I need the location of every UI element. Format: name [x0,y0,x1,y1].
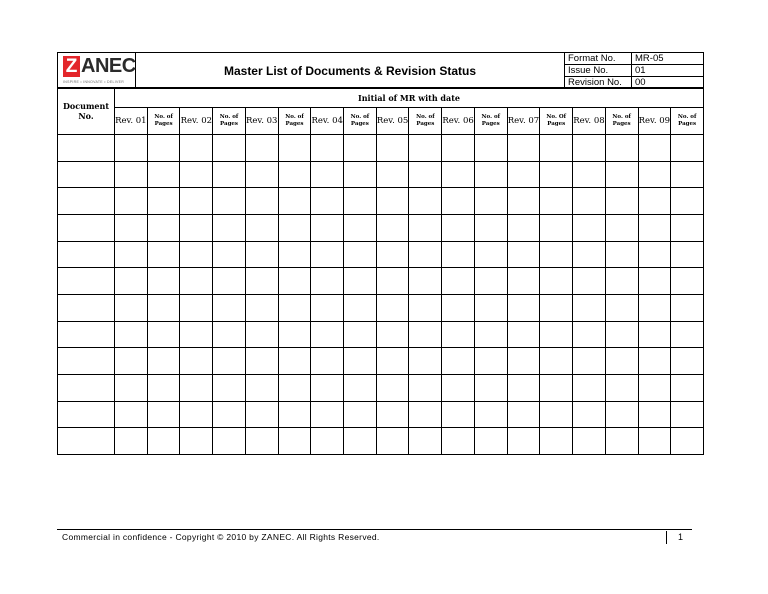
entry-cell[interactable] [147,374,180,401]
entry-cell[interactable] [376,294,409,321]
entry-cell[interactable] [671,374,704,401]
entry-cell[interactable] [638,348,671,375]
entry-cell[interactable] [671,348,704,375]
entry-cell[interactable] [409,241,442,268]
entry-cell[interactable] [213,294,246,321]
entry-cell[interactable] [540,241,573,268]
entry-cell[interactable] [442,321,475,348]
entry-cell[interactable] [376,214,409,241]
entry-cell[interactable] [311,188,344,215]
entry-cell[interactable] [507,294,540,321]
rev-header: Rev. 02 [180,108,213,135]
entry-cell[interactable] [474,188,507,215]
entry-cell[interactable] [213,374,246,401]
pages-header: No. of Pages [213,108,246,135]
entry-cell[interactable] [311,135,344,162]
entry-cell[interactable] [507,348,540,375]
entry-cell[interactable] [180,241,213,268]
entry-cell[interactable] [540,135,573,162]
entry-cell[interactable] [147,135,180,162]
entry-cell[interactable] [147,268,180,295]
entry-cell[interactable] [147,428,180,455]
pages-header: No. of Pages [409,108,442,135]
entry-cell[interactable] [376,401,409,428]
entry-cell[interactable] [540,161,573,188]
footer-copyright: Commercial in confidence - Copyright © 2010 by ZANEC. All Rights Reserved. [62,532,380,542]
entry-cell[interactable] [474,321,507,348]
entry-cell[interactable] [344,321,377,348]
entry-cell[interactable] [245,161,278,188]
entry-cell[interactable] [573,214,606,241]
entry-cell[interactable] [115,321,148,348]
entry-cell[interactable] [115,268,148,295]
pages-header: No. of Pages [474,108,507,135]
entry-cell[interactable] [540,374,573,401]
revision-no-value: 00 [632,77,704,89]
entry-cell[interactable] [344,241,377,268]
entry-cell[interactable] [605,428,638,455]
entry-cell[interactable] [573,428,606,455]
entry-cell[interactable] [474,241,507,268]
entry-cell[interactable] [376,241,409,268]
table-row [58,135,704,162]
rev-header: Rev. 06 [442,108,475,135]
entry-cell[interactable] [605,241,638,268]
entry-cell[interactable] [115,401,148,428]
rev-header: Rev. 09 [638,108,671,135]
entry-cell[interactable] [344,214,377,241]
entry-cell[interactable] [245,401,278,428]
rev-header: Rev. 07 [507,108,540,135]
entry-cell[interactable] [573,401,606,428]
entry-cell[interactable] [605,374,638,401]
entry-cell[interactable] [671,214,704,241]
entry-cell[interactable] [376,188,409,215]
entry-cell[interactable] [573,188,606,215]
document-no-cell[interactable] [58,268,115,295]
entry-cell[interactable] [245,268,278,295]
entry-cell[interactable] [376,374,409,401]
entry-cell[interactable] [507,188,540,215]
entry-cell[interactable] [147,294,180,321]
entry-cell[interactable] [245,135,278,162]
revision-no-label: Revision No. [565,77,632,89]
entry-cell[interactable] [671,321,704,348]
entry-cell[interactable] [147,348,180,375]
entry-cell[interactable] [573,321,606,348]
entry-cell[interactable] [671,241,704,268]
entry-cell[interactable] [409,374,442,401]
footer-page-separator [666,531,667,544]
entry-cell[interactable] [409,294,442,321]
entry-cell[interactable] [573,268,606,295]
entry-cell[interactable] [638,135,671,162]
document-title: Master List of Documents & Revision Status [136,53,565,89]
entry-cell[interactable] [278,348,311,375]
entry-cell[interactable] [671,161,704,188]
entry-cell[interactable] [540,294,573,321]
entry-cell[interactable] [573,241,606,268]
entry-cell[interactable] [540,348,573,375]
footer-divider [57,529,692,530]
entry-cell[interactable] [278,135,311,162]
entry-cell[interactable] [474,214,507,241]
entry-cell[interactable] [409,161,442,188]
entry-cell[interactable] [376,161,409,188]
entry-cell[interactable] [507,321,540,348]
entry-cell[interactable] [376,321,409,348]
entry-cell[interactable] [638,268,671,295]
entry-cell[interactable] [409,401,442,428]
entry-cell[interactable] [376,428,409,455]
entry-cell[interactable] [147,161,180,188]
entry-cell[interactable] [180,161,213,188]
logo-wordmark: ANEC [81,55,136,77]
document-no-cell[interactable] [58,348,115,375]
entry-cell[interactable] [344,294,377,321]
pages-header: No. of Pages [671,108,704,135]
entry-cell[interactable] [573,135,606,162]
entry-cell[interactable] [376,268,409,295]
table-row [58,241,704,268]
entry-cell[interactable] [605,294,638,321]
table-row [58,401,704,428]
entry-cell[interactable] [638,428,671,455]
entry-cell[interactable] [474,161,507,188]
entry-cell[interactable] [638,241,671,268]
entry-cell[interactable] [344,401,377,428]
entry-cell[interactable] [507,241,540,268]
document-no-cell[interactable] [58,214,115,241]
entry-cell[interactable] [278,321,311,348]
rev-header: Rev. 03 [245,108,278,135]
entry-cell[interactable] [540,428,573,455]
entry-cell[interactable] [213,428,246,455]
entry-cell[interactable] [605,268,638,295]
entry-cell[interactable] [278,401,311,428]
entry-cell[interactable] [442,161,475,188]
entry-cell[interactable] [311,374,344,401]
table-row [58,161,704,188]
entry-cell[interactable] [278,294,311,321]
entry-cell[interactable] [605,188,638,215]
entry-cell[interactable] [671,268,704,295]
entry-cell[interactable] [278,428,311,455]
entry-cell[interactable] [638,374,671,401]
entry-cell[interactable] [344,161,377,188]
entry-cell[interactable] [180,348,213,375]
logo-letter-z: Z [63,56,80,77]
entry-cell[interactable] [115,348,148,375]
entry-cell[interactable] [311,294,344,321]
entry-cell[interactable] [147,241,180,268]
entry-cell[interactable] [278,241,311,268]
entry-cell[interactable] [605,401,638,428]
pages-header: No. of Pages [278,108,311,135]
rev-header: Rev. 01 [115,108,148,135]
entry-cell[interactable] [344,428,377,455]
format-no-label: Format No. [565,53,632,65]
entry-cell[interactable] [442,348,475,375]
entry-cell[interactable] [180,294,213,321]
table-row [58,268,704,295]
company-logo [58,53,136,89]
entry-cell[interactable] [311,268,344,295]
entry-cell[interactable] [115,374,148,401]
rev-header: Rev. 08 [573,108,606,135]
document-no-cell[interactable] [58,294,115,321]
entry-cell[interactable] [474,348,507,375]
entry-cell[interactable] [311,321,344,348]
entry-cell[interactable] [474,428,507,455]
entry-cell[interactable] [115,241,148,268]
entry-cell[interactable] [311,428,344,455]
entry-cell[interactable] [442,374,475,401]
entry-cell[interactable] [213,321,246,348]
document-no-cell[interactable] [58,401,115,428]
entry-cell[interactable] [115,214,148,241]
entry-cell[interactable] [409,321,442,348]
document-no-header: Document No. [58,88,115,135]
entry-cell[interactable] [180,268,213,295]
entry-cell[interactable] [409,428,442,455]
entry-cell[interactable] [180,214,213,241]
table-row [58,348,704,375]
entry-cell[interactable] [671,135,704,162]
entry-cell[interactable] [245,428,278,455]
entry-cell[interactable] [278,374,311,401]
entry-cell[interactable] [507,401,540,428]
issue-no-label: Issue No. [565,65,632,77]
entry-cell[interactable] [278,188,311,215]
entry-cell[interactable] [474,401,507,428]
entry-cell[interactable] [638,401,671,428]
initial-mr-header: Initial of MR with date [115,88,704,108]
entry-cell[interactable] [442,268,475,295]
entry-cell[interactable] [409,348,442,375]
entry-cell[interactable] [474,294,507,321]
entry-cell[interactable] [540,214,573,241]
entry-cell[interactable] [245,321,278,348]
entry-cell[interactable] [605,348,638,375]
page-number: 1 [678,532,684,542]
entry-cell[interactable] [213,161,246,188]
document-no-cell[interactable] [58,135,115,162]
entry-cell[interactable] [180,188,213,215]
table-row [58,321,704,348]
entry-cell[interactable] [638,321,671,348]
entry-cell[interactable] [213,241,246,268]
entry-cell[interactable] [573,161,606,188]
entry-cell[interactable] [245,188,278,215]
entry-cell[interactable] [147,321,180,348]
document-no-cell[interactable] [58,161,115,188]
entry-cell[interactable] [638,214,671,241]
entry-cell[interactable] [540,188,573,215]
entry-cell[interactable] [442,135,475,162]
entry-cell[interactable] [278,161,311,188]
entry-cell[interactable] [311,401,344,428]
entry-cell[interactable] [376,348,409,375]
entry-cell[interactable] [245,374,278,401]
entry-cell[interactable] [311,214,344,241]
entry-cell[interactable] [344,268,377,295]
entry-cell[interactable] [605,135,638,162]
entry-cell[interactable] [573,348,606,375]
entry-cell[interactable] [115,428,148,455]
entry-cell[interactable] [344,374,377,401]
entry-cell[interactable] [147,214,180,241]
entry-cell[interactable] [671,428,704,455]
rev-header: Rev. 04 [311,108,344,135]
entry-cell[interactable] [540,268,573,295]
document-no-cell[interactable] [58,188,115,215]
entry-cell[interactable] [245,294,278,321]
document-no-cell[interactable] [58,241,115,268]
entry-cell[interactable] [344,135,377,162]
entry-cell[interactable] [147,188,180,215]
entry-cell[interactable] [213,214,246,241]
entry-cell[interactable] [115,135,148,162]
entry-cell[interactable] [442,188,475,215]
entry-cell[interactable] [671,294,704,321]
entry-cell[interactable] [507,428,540,455]
entry-cell[interactable] [442,294,475,321]
entry-cell[interactable] [638,161,671,188]
table-row [58,214,704,241]
entry-cell[interactable] [245,241,278,268]
entry-cell[interactable] [671,401,704,428]
entry-cell[interactable] [540,321,573,348]
entry-cell[interactable] [213,188,246,215]
table-row [58,428,704,455]
entry-cell[interactable] [344,188,377,215]
entry-cell[interactable] [474,135,507,162]
entry-cell[interactable] [573,294,606,321]
table-row [58,294,704,321]
rev-header: Rev. 05 [376,108,409,135]
entry-cell[interactable] [474,374,507,401]
entry-cell[interactable] [605,214,638,241]
entry-cell[interactable] [311,348,344,375]
document-no-cell[interactable] [58,321,115,348]
entry-cell[interactable] [442,428,475,455]
entry-cell[interactable] [213,348,246,375]
entry-cell[interactable] [311,161,344,188]
entry-cell[interactable] [442,401,475,428]
entry-cell[interactable] [278,268,311,295]
entry-cell[interactable] [671,188,704,215]
entry-cell[interactable] [180,401,213,428]
entry-cell[interactable] [115,161,148,188]
entry-cell[interactable] [409,135,442,162]
entry-cell[interactable] [147,401,180,428]
entry-cell[interactable] [442,241,475,268]
entry-cell[interactable] [213,135,246,162]
entry-cell[interactable] [638,294,671,321]
entry-cell[interactable] [180,428,213,455]
pages-header: No. of Pages [147,108,180,135]
entry-cell[interactable] [540,401,573,428]
entry-cell[interactable] [638,188,671,215]
entry-cell[interactable] [409,188,442,215]
entry-cell[interactable] [115,294,148,321]
revision-status-table [57,87,704,455]
entry-cell[interactable] [605,161,638,188]
entry-cell[interactable] [213,268,246,295]
table-row [58,374,704,401]
entry-cell[interactable] [573,374,606,401]
logo-tagline: INSPIRE • INNOVATE • DELIVER [63,80,125,84]
issue-no-value: 01 [632,65,704,77]
pages-header: No. of Pages [605,108,638,135]
pages-header: No. Of Pages [540,108,573,135]
entry-cell[interactable] [507,135,540,162]
entry-cell[interactable] [278,214,311,241]
entry-cell[interactable] [245,348,278,375]
pages-header: No. of Pages [344,108,377,135]
entry-cell[interactable] [180,135,213,162]
entry-cell[interactable] [442,214,475,241]
entry-cell[interactable] [344,348,377,375]
table-row [58,188,704,215]
document-header [57,52,704,89]
entry-cell[interactable] [213,401,246,428]
entry-cell[interactable] [507,374,540,401]
entry-cell[interactable] [376,135,409,162]
entry-cell[interactable] [245,214,278,241]
entry-cell[interactable] [605,321,638,348]
entry-cell[interactable] [474,268,507,295]
entry-cell[interactable] [311,241,344,268]
entry-cell[interactable] [507,214,540,241]
entry-cell[interactable] [180,321,213,348]
entry-cell[interactable] [409,214,442,241]
entry-cell[interactable] [115,188,148,215]
entry-cell[interactable] [507,268,540,295]
entry-cell[interactable] [409,268,442,295]
document-no-cell[interactable] [58,428,115,455]
format-no-value: MR-05 [632,53,704,65]
entry-cell[interactable] [507,161,540,188]
entry-cell[interactable] [180,374,213,401]
document-no-cell[interactable] [58,374,115,401]
